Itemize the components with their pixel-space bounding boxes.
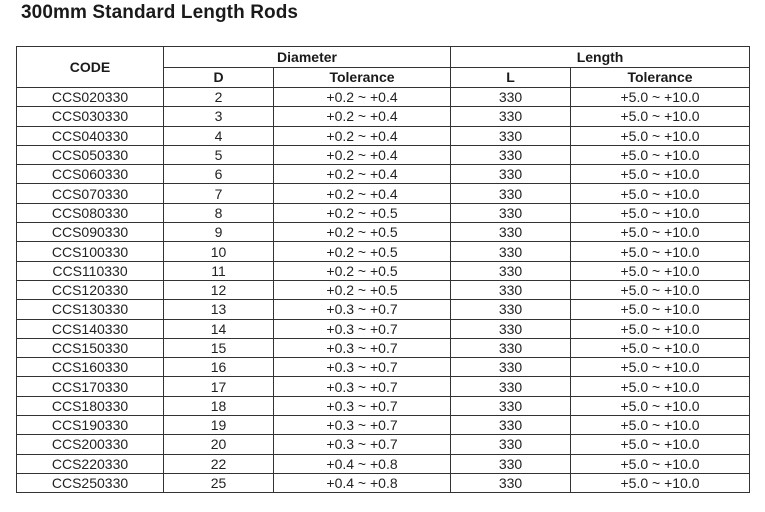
cell-l: 330 (451, 165, 571, 184)
cell-d-tolerance: +0.3 ~ +0.7 (274, 416, 451, 435)
cell-d-tolerance: +0.3 ~ +0.7 (274, 396, 451, 415)
cell-l-tolerance: +5.0 ~ +10.0 (571, 165, 750, 184)
cell-code: CCS060330 (17, 165, 164, 184)
cell-l: 330 (451, 203, 571, 222)
cell-d: 14 (164, 319, 274, 338)
cell-l-tolerance: +5.0 ~ +10.0 (571, 261, 750, 280)
cell-l: 330 (451, 377, 571, 396)
cell-l-tolerance: +5.0 ~ +10.0 (571, 242, 750, 261)
cell-d: 17 (164, 377, 274, 396)
cell-d: 12 (164, 280, 274, 299)
table-row (17, 145, 750, 164)
cell-d: 2 (164, 88, 274, 107)
cell-l: 330 (451, 145, 571, 164)
cell-d: 11 (164, 261, 274, 280)
page-title: 300mm Standard Length Rods (21, 2, 299, 23)
header-d: D (164, 67, 274, 88)
cell-l-tolerance: +5.0 ~ +10.0 (571, 88, 750, 107)
cell-d-tolerance: +0.2 ~ +0.4 (274, 184, 451, 203)
header-diameter: Diameter (164, 47, 451, 68)
cell-l-tolerance: +5.0 ~ +10.0 (571, 319, 750, 338)
table-row (17, 377, 750, 396)
cell-l: 330 (451, 358, 571, 377)
table-row (17, 261, 750, 280)
cell-d: 9 (164, 223, 274, 242)
cell-l-tolerance: +5.0 ~ +10.0 (571, 396, 750, 415)
cell-d-tolerance: +0.3 ~ +0.7 (274, 358, 451, 377)
header-l: L (451, 67, 571, 88)
cell-d: 22 (164, 454, 274, 473)
cell-d: 3 (164, 107, 274, 126)
cell-l: 330 (451, 242, 571, 261)
cell-l: 330 (451, 454, 571, 473)
cell-code: CCS110330 (17, 261, 164, 280)
cell-d-tolerance: +0.4 ~ +0.8 (274, 454, 451, 473)
cell-d: 10 (164, 242, 274, 261)
table-row (17, 358, 750, 377)
table-row (17, 319, 750, 338)
cell-l-tolerance: +5.0 ~ +10.0 (571, 126, 750, 145)
cell-d: 25 (164, 473, 274, 492)
cell-l-tolerance: +5.0 ~ +10.0 (571, 280, 750, 299)
cell-code: CCS080330 (17, 203, 164, 222)
cell-l: 330 (451, 416, 571, 435)
table-row (17, 184, 750, 203)
cell-d: 6 (164, 165, 274, 184)
table-row (17, 300, 750, 319)
header-length: Length (451, 47, 750, 68)
cell-l-tolerance: +5.0 ~ +10.0 (571, 416, 750, 435)
cell-code: CCS160330 (17, 358, 164, 377)
header-l-tolerance: Tolerance (571, 67, 750, 88)
table-row (17, 203, 750, 222)
cell-code: CCS020330 (17, 88, 164, 107)
table-row (17, 280, 750, 299)
table-row (17, 126, 750, 145)
table-row (17, 223, 750, 242)
cell-l: 330 (451, 126, 571, 145)
cell-d-tolerance: +0.2 ~ +0.5 (274, 242, 451, 261)
cell-d-tolerance: +0.2 ~ +0.5 (274, 223, 451, 242)
cell-d: 4 (164, 126, 274, 145)
cell-l: 330 (451, 261, 571, 280)
cell-l: 330 (451, 338, 571, 357)
cell-d-tolerance: +0.2 ~ +0.4 (274, 126, 451, 145)
cell-l-tolerance: +5.0 ~ +10.0 (571, 377, 750, 396)
cell-d: 16 (164, 358, 274, 377)
cell-l-tolerance: +5.0 ~ +10.0 (571, 223, 750, 242)
cell-l-tolerance: +5.0 ~ +10.0 (571, 435, 750, 454)
cell-d-tolerance: +0.2 ~ +0.4 (274, 107, 451, 126)
cell-d: 18 (164, 396, 274, 415)
cell-l: 330 (451, 300, 571, 319)
cell-l-tolerance: +5.0 ~ +10.0 (571, 184, 750, 203)
cell-code: CCS070330 (17, 184, 164, 203)
cell-l-tolerance: +5.0 ~ +10.0 (571, 454, 750, 473)
cell-d-tolerance: +0.3 ~ +0.7 (274, 377, 451, 396)
cell-d-tolerance: +0.3 ~ +0.7 (274, 338, 451, 357)
cell-code: CCS040330 (17, 126, 164, 145)
cell-code: CCS180330 (17, 396, 164, 415)
table-row (17, 473, 750, 492)
cell-l: 330 (451, 88, 571, 107)
header-row-1 (17, 47, 750, 68)
cell-d-tolerance: +0.3 ~ +0.7 (274, 300, 451, 319)
cell-l: 330 (451, 319, 571, 338)
cell-l: 330 (451, 184, 571, 203)
cell-code: CCS190330 (17, 416, 164, 435)
cell-code: CCS120330 (17, 280, 164, 299)
cell-d: 5 (164, 145, 274, 164)
cell-l: 330 (451, 396, 571, 415)
cell-l: 330 (451, 223, 571, 242)
cell-code: CCS220330 (17, 454, 164, 473)
cell-d-tolerance: +0.2 ~ +0.5 (274, 280, 451, 299)
table-row (17, 88, 750, 107)
cell-l: 330 (451, 435, 571, 454)
cell-l-tolerance: +5.0 ~ +10.0 (571, 338, 750, 357)
cell-code: CCS050330 (17, 145, 164, 164)
cell-d: 7 (164, 184, 274, 203)
cell-d: 19 (164, 416, 274, 435)
cell-code: CCS030330 (17, 107, 164, 126)
table-row (17, 107, 750, 126)
cell-d-tolerance: +0.2 ~ +0.4 (274, 165, 451, 184)
cell-d: 20 (164, 435, 274, 454)
header-d-tolerance: Tolerance (274, 67, 451, 88)
header-code: CODE (17, 47, 164, 88)
cell-d: 13 (164, 300, 274, 319)
table-row (17, 165, 750, 184)
cell-code: CCS170330 (17, 377, 164, 396)
table-row (17, 454, 750, 473)
rods-table (16, 46, 750, 493)
cell-code: CCS250330 (17, 473, 164, 492)
cell-d-tolerance: +0.2 ~ +0.4 (274, 145, 451, 164)
cell-code: CCS150330 (17, 338, 164, 357)
cell-code: CCS100330 (17, 242, 164, 261)
cell-l-tolerance: +5.0 ~ +10.0 (571, 358, 750, 377)
table-row (17, 396, 750, 415)
cell-d-tolerance: +0.2 ~ +0.4 (274, 88, 451, 107)
cell-code: CCS130330 (17, 300, 164, 319)
cell-code: CCS200330 (17, 435, 164, 454)
cell-d-tolerance: +0.3 ~ +0.7 (274, 435, 451, 454)
cell-l-tolerance: +5.0 ~ +10.0 (571, 203, 750, 222)
cell-l: 330 (451, 473, 571, 492)
cell-code: CCS140330 (17, 319, 164, 338)
table-row (17, 435, 750, 454)
table-row (17, 242, 750, 261)
cell-l-tolerance: +5.0 ~ +10.0 (571, 107, 750, 126)
cell-l-tolerance: +5.0 ~ +10.0 (571, 145, 750, 164)
cell-d-tolerance: +0.3 ~ +0.7 (274, 319, 451, 338)
cell-d: 15 (164, 338, 274, 357)
cell-l-tolerance: +5.0 ~ +10.0 (571, 473, 750, 492)
cell-l: 330 (451, 280, 571, 299)
table-row (17, 338, 750, 357)
cell-l-tolerance: +5.0 ~ +10.0 (571, 300, 750, 319)
cell-d-tolerance: +0.4 ~ +0.8 (274, 473, 451, 492)
cell-code: CCS090330 (17, 223, 164, 242)
cell-d: 8 (164, 203, 274, 222)
table-row (17, 416, 750, 435)
cell-l: 330 (451, 107, 571, 126)
cell-d-tolerance: +0.2 ~ +0.5 (274, 261, 451, 280)
cell-d-tolerance: +0.2 ~ +0.5 (274, 203, 451, 222)
